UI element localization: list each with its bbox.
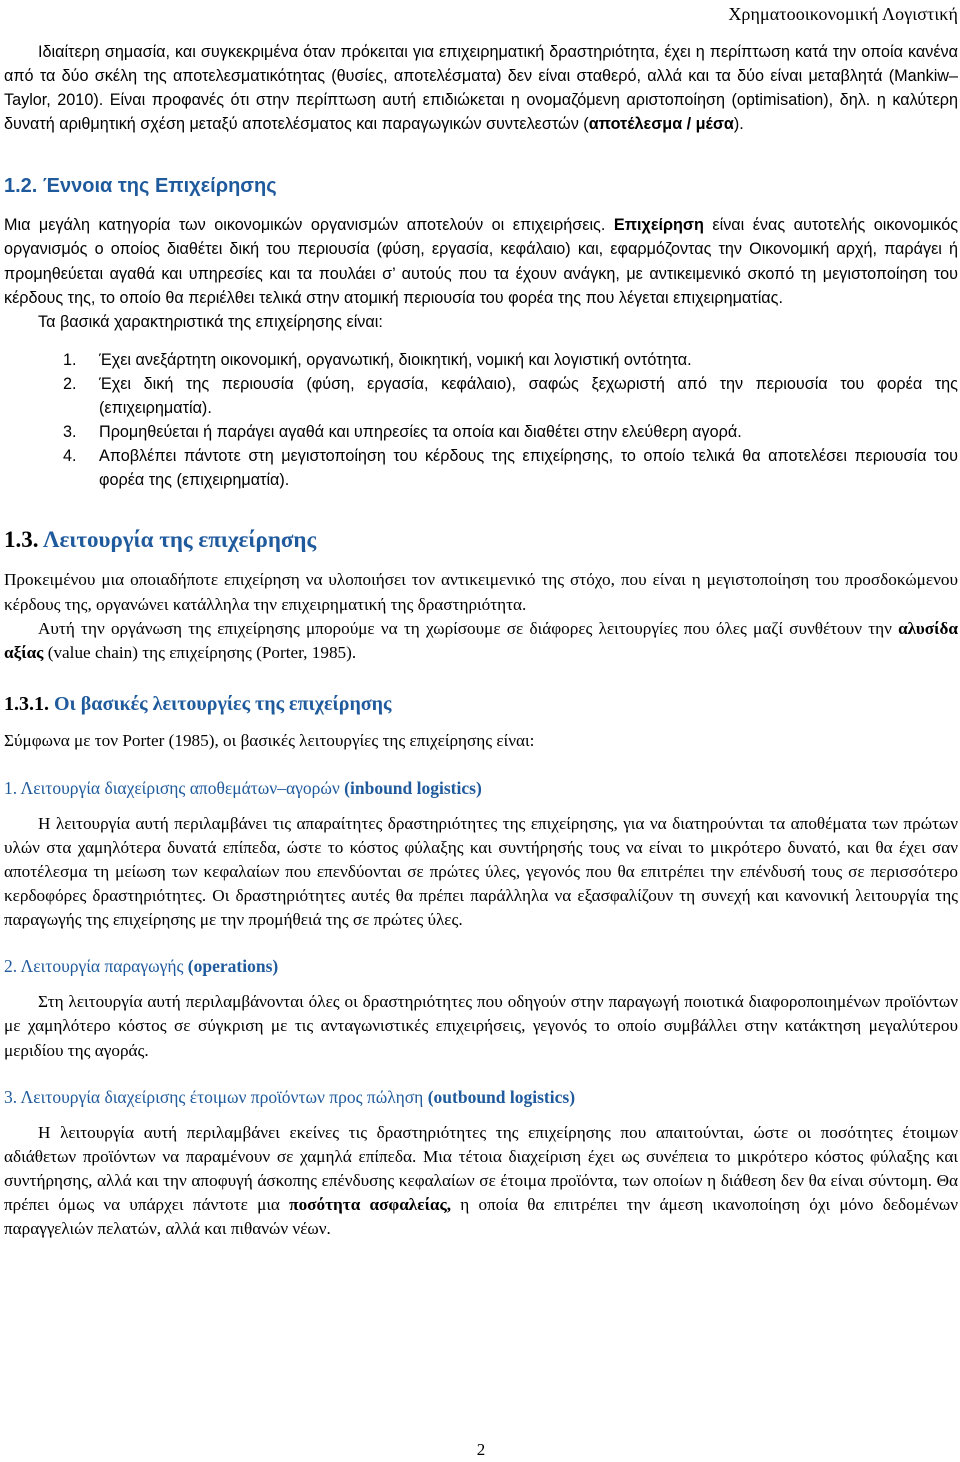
function-3-text-b: η οποία θα επιτρέπει την άμεση ικανοποίηση όχι μόνο δεδομένων παραγγελιών πελατών, αλλά και πιθανών νέων.: [4, 1194, 959, 1238]
function-2-heading: [4, 954, 958, 978]
list-item: [4, 348, 958, 372]
section-1-3-number: 1.3.: [4, 527, 39, 553]
list-item: [4, 420, 958, 444]
section-1-3-1-title: Οι βασικές λειτουργίες της επιχείρησης: [49, 692, 392, 715]
section-1-3-heading: [4, 526, 958, 554]
section-1-3-text-b: (value chain) της επιχείρησης (Porter, 1985).: [43, 642, 357, 662]
function-1-heading: [4, 776, 958, 800]
function-1-title: 1. Λειτουργία διαχείρισης αποθεμάτων–αγορών: [4, 777, 345, 798]
section-1-3-title: Λειτουργία της επιχείρησης: [38, 527, 317, 553]
section-1-3-1-number: 1.3.1.: [4, 692, 49, 715]
intro-paragraph: [4, 40, 958, 136]
page-content: [4, 40, 958, 1241]
section-1-3-text-a: Αυτή την οργάνωση της επιχείρησης μπορούμε να τη χωρίσουμε σε διάφορες λειτουργίες που όλες μαζί συνθέτουν την: [38, 618, 899, 638]
section-1-3-paragraph-2: [4, 617, 958, 665]
running-header: Χρηματοοικονομική Λογιστική: [728, 4, 958, 24]
functions-intro: Σύμφωνα με τον Porter (1985), οι βασικές λειτουργίες της επιχείρησης είναι:: [4, 730, 535, 750]
function-3-paragraph: [4, 1121, 958, 1241]
section-1-2-text-a: Μια μεγάλη κατηγορία των οικονομικών οργανισμών αποτελούν οι επιχειρήσεις.: [4, 216, 614, 235]
list-item: [4, 372, 958, 420]
list-item-text: Αποβλέπει πάντοτε στη μεγιστοποίηση του κέρδους της επιχείρησης, το οποίο τελικά θα αποτελέσει περιουσία του φορέα της (επιχειρηματία).: [99, 447, 958, 490]
list-item-text: Προμηθεύεται ή παράγει αγαθά και υπηρεσίες τα οποία και διαθέτει στην ελεύθερη αγορά.: [99, 423, 742, 442]
section-1-2-title: Έννοια της Επιχείρησης: [37, 175, 277, 198]
list-item-text: Έχει ανεξάρτητη οικονομική, οργανωτική, διοικητική, νομική και λογιστική οντότητα.: [99, 350, 692, 369]
function-3-title: 3. Λειτουργία διαχείρισης έτοιμων προϊόντων προς πώληση: [4, 1086, 428, 1107]
function-1-paragraph: Η λειτουργία αυτή περιλαμβάνει τις απαραίτητες δραστηριότητες της επιχείρησης, για να διατηρούνται τα αποθέματα των πρώτων υλών στα χαμηλότερα δυνατά επίπεδα, ώστε το κόστος φύλαξης και συντήρησής τους να είναι το μικρότερο δυνατό, και θα έχει σαν αποτέλεσμα τη μείωση των κεφαλαίων που επενδύονται σε πρώτες ύλες, γεγονός που θα επιτρέπει την επένδυσή τους σε περισσότερο κερδοφόρες δραστηριότητες. Οι δραστηριότητες αυτές θα πρέπει παράλληλα να εξασφαλίζουν τη συνεχή και κανονική λειτουργία της παραγωγής της επιχείρησης με την προμήθειά της σε πρώτες ύλες.: [4, 813, 958, 930]
function-2-paragraph: Στη λειτουργία αυτή περιλαμβάνονται όλες οι δραστηριότητες που οδηγούν στην παραγωγή ποιοτικά διαφοροποιημένων προϊόντων με χαμηλότερο κόστος σε σύγκριση με τις ανταγωνιστικές επιχειρήσεις, γεγονός το οποίο συμβάλλει στην κατάκτηση μεγαλύτερου μεριδίου της αγοράς.: [4, 992, 958, 1060]
section-1-2-bold-term: Επιχείρηση: [613, 216, 704, 235]
intro-text-end: ).: [733, 115, 744, 134]
document-page: [4, 0, 958, 1462]
function-2-title: 2. Λειτουργία παραγωγής: [4, 956, 188, 977]
function-2-english: (operations): [187, 956, 279, 977]
characteristics-list: [4, 348, 958, 493]
list-item-number: 4.: [63, 447, 77, 466]
list-item-text: Έχει δική της περιουσία (φύση, εργασία, κεφάλαιο), σαφώς ξεχωριστή από την περιουσία του φορέα της (επιχειρηματία).: [99, 374, 958, 418]
value-chain-term: αλυσίδα αξίας: [4, 618, 958, 662]
intro-bold-ratio: αποτέλεσμα / μέσα: [588, 115, 734, 134]
section-1-3-paragraph-1: Προκειμένου μια οποιαδήποτε επιχείρηση να υλοποιήσει τον αντικειμενικό της στόχο, που είναι η μεγιστοποίηση του προσδοκώμενου κέρδους της, οργανώνει κατάλληλα την επιχειρηματική της δραστηριότητα.: [4, 570, 958, 614]
intro-text: Ιδιαίτερη σημασία, και συγκεκριμένα όταν πρόκειται για επιχειρηματική δραστηριότητα, έχει η περίπτωση κατά την οποία κανένα από τα δύο σκέλη της αποτελεσματικότητας (θυσίες, αποτελέσματα) δεν είναι σταθερό, αλλά και τα δύο είναι μεταβλητά (Mankiw–Taylor, 2010). Είναι προφανές ότι στην περίπτωση αυτή επιδιώκεται η ονομαζόμενη αριστοποίηση (optimisation), δηλ. η καλύτερη δυνατή αριθμητική σχέση μεταξύ αποτελέσματος και παραγωγικών συντελεστών (: [4, 43, 958, 134]
section-1-2-text-b: είναι ένας αυτοτελής οικονομικός οργανισμός ο οποίος διαθέτει δική του περιουσία (φύση, εργασία, κεφάλαιο) και, εφαρμόζοντας την Οικονομική αρχή, παράγει ή προμηθεύεται αγαθά και υπηρεσίες και τα πουλάει σ’ αυτούς που τα έχουν ανάγκη, με αντικειμενικό σκοπό τη μεγιστοποίηση του κέρδους της, το οποίο θα περιέλθει τελικά στην ατομική περιουσία του φορέα της που λέγεται επιχειρηματίας.: [4, 216, 959, 307]
list-item-number: 2.: [63, 374, 77, 393]
list-item-number: 3.: [63, 423, 77, 442]
function-1-english: (inbound logistics): [344, 777, 482, 798]
section-1-3-1-heading: [4, 691, 958, 717]
list-item: [4, 444, 958, 492]
page-number: 2: [476, 1440, 486, 1459]
section-1-2-number: 1.2.: [4, 175, 38, 198]
section-1-2-paragraph: [4, 213, 958, 309]
function-3-heading: [4, 1085, 958, 1109]
section-1-2-heading: [4, 173, 958, 199]
function-3-text-a: Η λειτουργία αυτή περιλαμβάνει εκείνες τις δραστηριότητες της επιχείρησης που απαιτούνται, ώστε οι ποσότητες έτοιμων αδιάθετων προϊόντων να παραμένουν σε χαμηλά επίπεδα. Μια τέτοια διαχείριση έχει ως συνέπεια το μικρότερο κόστος φύλαξης και συντήρησης, αλλά και την αποφυγή άσκοπης επένδυσης κεφαλαίων σε έτοιμα προϊόντα, των οποίων η διάθεση δεν θα είναι σύντομη. Θα πρέπει όμως να υπάρχει πάντοτε μια: [4, 1122, 958, 1214]
safety-stock-term: ποσότητα ασφαλείας,: [289, 1194, 452, 1214]
list-item-number: 1.: [63, 350, 77, 369]
characteristics-intro: Τα βασικά χαρακτηριστικά της επιχείρησης είναι:: [38, 312, 383, 331]
function-3-english: (outbound logistics): [427, 1086, 576, 1107]
